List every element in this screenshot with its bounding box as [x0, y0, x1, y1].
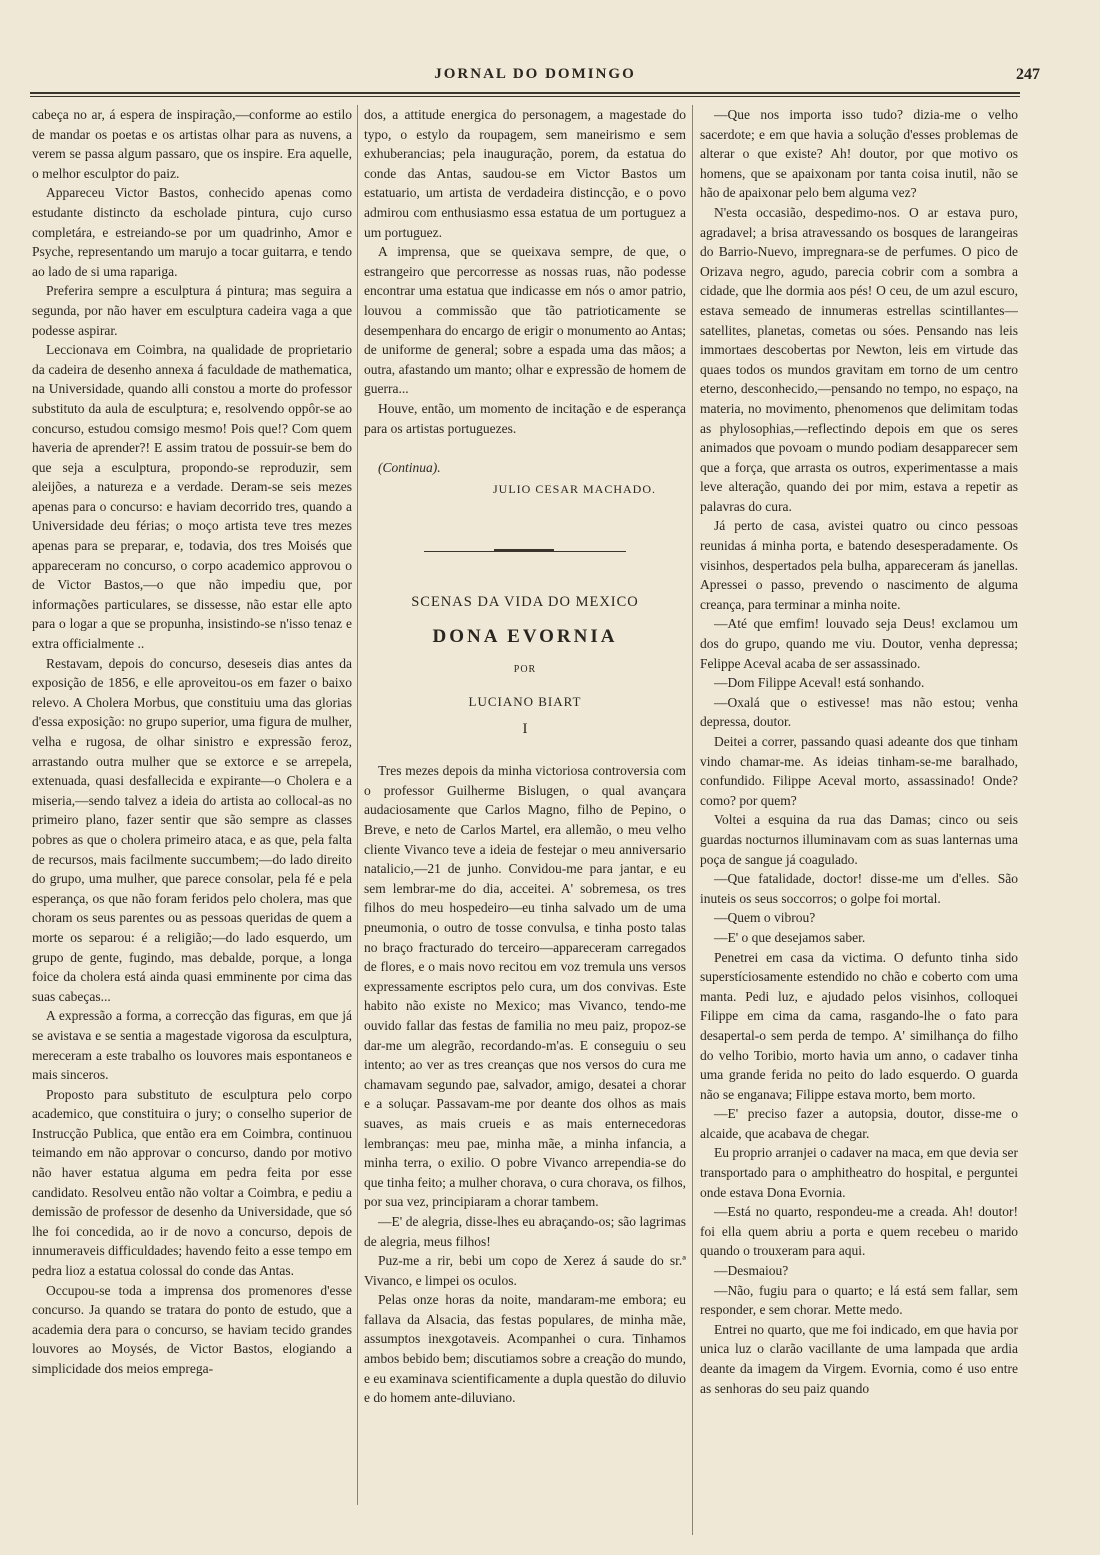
paragraph: Já perto de casa, avistei quatro ou cinco pessoas reunidas á minha porta, e batendo desesperadamente. Os visinhos, despertados pela bulha, appareceram ás janellas. Apressei o passo, prevendo o nascimento de alguma creança, para terminar a minha noite.	[700, 518, 1018, 612]
paragraph: dos, a attitude energica do personagem, a magestade do typo, o estylo da roupagem, sem maneirismo e sem exhuberancias; pela inauguração, porem, da estatua do conde das Antas, saudou-se em Victor Bastos um estatuario, um artista de verdadeira distincção, e o povo admirou com enthusiasmo essa estatua de um portuguez a um portuguez.	[364, 107, 686, 240]
paragraph: Appareceu Victor Bastos, conhecido apenas como estudante distincto da escholade pintura, cujo curso completára, e estreiando-se por um quadrinho, Amor e Psyche, representando um marujo a tocar guitarra, e tendo ao lado de si uma rapariga.	[32, 185, 352, 279]
paragraph: —Oxalá que o estivesse! mas não estou; venha depressa, doutor.	[700, 694, 1018, 730]
paragraph: —E' de alegria, disse-lhes eu abraçando-os; são lagrimas de alegria, meus filhos!	[364, 1213, 686, 1249]
paragraph: Eu proprio arranjei o cadaver na maca, em que devia ser transportado para o amphitheatro do hospital, e perguntei onde estava Dona Evornia.	[700, 1145, 1018, 1200]
paragraph: N'esta occasião, despedimo-nos. O ar estava puro, agradavel; a brisa atravessando os bosques de larangeiras do Barrio-Nuevo, impregnara-se de perfumes. O pico de Orizava negro, agudo, parecia cobrir com a sombra a cidade, que lhe dormia aos pés! O ceu, de um azul escuro, estava semeado de innumeras estrellas scintillantes—satellites, planetas, cometas ou sóes. Pensando nas leis immortaes descobertas por Newton, leis em virtude das quaes todos os mundos gravitam em torno de um centro eterno, desconhecido,—pensando no tempo, no espaço, na materia, no movimento, phenomenos que delimitam todas as phylosophias,—reflectindo depois em que os seres animados que povoam o mundo podiam desapparecer sem que a força, que arrasta os outros, experimentasse a mais leve alteração, quando dei por mim, estava a repetir as palavras do cura.	[700, 204, 1018, 514]
paragraph: —Está no quarto, respondeu-me a creada. Ah! doutor! foi ella quem abriu a porta e quem recebeu o marido quando o trouxeram para aqui.	[700, 1204, 1018, 1259]
paragraph: Houve, então, um momento de incitação e de esperança para os artistas portuguezes.	[364, 400, 686, 436]
paragraph: —Que nos importa isso tudo? dizia-me o velho sacerdote; e em que havia a solução d'esses problemas de alterar o que existe? Ah! doutor, por que motivo os homens, que se apaixonam por tanta coisa inutil, não se hão de apaixonar pelo bem alguma vez?	[700, 107, 1018, 201]
story-title: DONA EVORNIA	[432, 625, 618, 647]
column-1	[32, 105, 352, 1535]
paragraph: —E' o que desejamos saber.	[714, 929, 866, 945]
paragraph: Puz-me a rir, bebi um copo de Xerez á saude do sr.ª Vivanco, e limpei os oculos.	[364, 1253, 686, 1288]
paragraph: A imprensa, que se queixava sempre, de que, o estrangeiro que percorresse as nossas ruas, não podesse encontrar uma estatua que indicasse em nós o amor patrio, louvou a commissão que tão patrioticamente se desempenhara do encargo de erigir o monumento ao Antas; de uniforme de general; sobre a espada uma das mãos; a outra, afastando um manto; olhar e expressão de homem de guerra...	[364, 244, 686, 397]
continua-note: (Continua).	[378, 460, 441, 476]
column-divider	[692, 105, 693, 1535]
paragraph: —Dom Filippe Aceval! está sonhando.	[714, 675, 925, 691]
series-title: SCENAS DA VIDA DO MEXICO	[411, 594, 639, 611]
paragraph: Penetrei em casa da victima. O defunto tinha sido superstíciosamente estendido no chão e coberto com uma manta. Pedi luz, e ajudado pelos visinhos, colloquei Filippe em cima da cama, rasgando-lhe o fato para desapertal-o sem perda de tempo. A' similhança do filho do velho Toribio, morto havia um anno, o cadaver tinha uma grande ferida no peito do lado esquerdo. O guarda não se enganava; Filippe estava morto, bem morto.	[700, 949, 1018, 1102]
column-2	[364, 105, 686, 1535]
paragraph: Occupou-se toda a imprensa dos promenores d'esse concurso. Ja quando se tratara do ponto de estudo, que a academia dera para o concurso, se haviam tecido grandes louvores ao Moysés, de Victor Bastos, elogiando a simplicidade dos meios emprega-	[32, 1282, 352, 1376]
page-number: 247	[1016, 66, 1040, 83]
page-header	[30, 66, 1040, 88]
paragraph: Leccionava em Coimbra, na qualidade de proprietario da cadeira de desenho annexa á faculdade de mathematica, na Universidade, quando alli constou a morte do professor substituto da aula de esculptura; e, resolvendo oppôr-se ao concurso, estudou comsigo mesmo! Pois que!? Com quem haveria de aprender?! E assim tratou de possuir-se bem do que seja a esculptura, propondo-se reproduzir, sem aleijões, a natureza e a verdade. Deram-se seis mezes apenas para o concurso: e haviam decorrido tres, quando a Universidade deu férias; o moço artista teve tres mezes apenas para se preparar, e, todavia, dos tres Moisés que appareceram no concurso, o corpo academico approvou o de Victor Bastos,—o que não impediu que, por informações particulares, se dissesse, não estar elle apto para o logar a que se propunha, insistindo-se n'isso tenaz e extra officialmente ..	[32, 342, 352, 652]
section-separator	[364, 547, 686, 557]
paragraph: —Não, fugiu para o quarto; e lá está sem fallar, sem responder, e sem chorar. Mette medo.	[700, 1282, 1018, 1318]
paragraph: Preferira sempre a esculptura á pintura; mas seguira a segunda, por não haver em esculptura cadeira vaga a que podesse aspirar.	[32, 283, 352, 338]
author-signature: JULIO CESAR MACHADO.	[492, 481, 656, 496]
story-author: LUCIANO BIART	[468, 694, 582, 710]
paragraph: —Desmaiou?	[714, 1263, 789, 1279]
paragraph: Deitei a correr, passando quasi adeante dos que tinham vindo chamar-me. As ideias tinham-se-me baralhado, confundido. Filippe Aceval morto, assassinado! Onde? como? por quem?	[700, 734, 1018, 808]
header-rule	[30, 92, 1020, 97]
paragraph: Entrei no quarto, que me foi indicado, em que havia por unica luz o clarão vacillante de uma lampada que ardia deante da imagem da Virgem. Evornia, como é uso entre as senhoras do seu paiz quando	[700, 1321, 1018, 1396]
running-title: JORNAL DO DOMINGO	[434, 66, 636, 82]
column-divider	[357, 105, 358, 1505]
paragraph: Tres mezes depois da minha victoriosa controversia com o professor Guilherme Bislugen, o qual avançara audaciosamente que Carlos Magno, filho de Pepino, o Breve, e neto de Carlos Martel, era allemão, o meu velho cliente Vivanco teve a ideia de festejar o meu anniversario natalicio,—21 de junho. Convidou-me para jantar, e eu sem lembrar-me do dia, acceitei. A' sobremesa, os tres filhos do meu hospedeiro—eu tinha salvado um de uma pneumonia, o outro de tosse convulsa, e tinha posto talas no braço fracturado do terceiro—appareceram carregados de flores, e o mais novo recitou em voz tremula uns versos expressamente escriptos pelo cura, um dos convivas. Este habito não existe no Mexico; mas Vivanco, tendo-me ouvido fallar das festas de familia no meu paiz, propoz-se dar-me um alegrão, recordando-m'as. E conseguiu o seu intento; ao ver as tres creanças que nos versos do cura me chamavam segundo pae, salvador, amigo, desatei a chorar e a soluçar. Passavam-me por deante dos olhos as mais suaves, as mais crueis e as mais enternecedoras lembranças: meu pae, minha mãe, a minha infancia, a minha terra, o exilio. O pobre Vivanco arrependia-se do que tinha feito; a mulher chorava, o cura chorava, os filhos, por sua vez, principiaram a chorar tambem.	[364, 763, 686, 1210]
paragraph: —Até que emfim! louvado seja Deus! exclamou um dos do grupo, quando me viu. Doutor, venha depressa; Felippe Aceval acaba de ser assassinado.	[700, 616, 1018, 671]
paragraph: —Quem o vibrou?	[714, 910, 816, 926]
chapter-number: I	[522, 720, 528, 737]
paragraph: cabeça no ar, á espera de inspiração,—conforme ao estilo de mandar os poetas e os artistas olhar para as nuvens, a verem se passa algum passaro, que os inspire. Era aquelle, o melhor esculptor do paiz.	[32, 107, 352, 181]
paragraph: Voltei a esquina da rua das Damas; cinco ou seis guardas nocturnos illuminavam com as suas lanternas uma poça de sangue já coagulado.	[700, 812, 1018, 867]
paragraph: Restavam, depois do concurso, deseseis dias antes da exposição de 1856, e elle aproveitou-os em fazer o baixo relevo. A Cholera Morbus, que constituiu uma das glorias d'essa exposição: no grupo superior, uma figura de mulher, velha e rugosa, de olhar sinistro e expressão feroz, arrastando outra mulher que se extorce e se arrepela, extenuada, quasi desfallecida e expirante—o Cholera e a miseria,—sendo talvez a ideia do artista ao collocal-as no primeiro plano, fazer sentir que são sempre as classes pobres as que o cholera primeiro ataca, e as que, pela falta de recursos, mais facilmente succumbem;—do lado direito do grupo, uma mulher, que parece consolar, pela fé e pela esperança, os que não foram feridos pelo cholera, mas que choram os seus parentes ou as pessoas queridas de quem a morte os separou: é a religião;—do lado esquerdo, um grupo de gente, fugindo, mas debalde, porque, a longa foice da cholera está ainda quasi emminente por cima das suas cabeças...	[32, 655, 352, 1004]
paragraph: A expressão a forma, a correcção das figuras, em que já se avistava e se sentia a magestade vigorosa da esculptura, mereceram a este trabalho os louvores mais espontaneos e mais sinceros.	[32, 1008, 352, 1083]
byline-por: POR	[513, 664, 537, 676]
paragraph: Pelas onze horas da noite, mandaram-me embora; eu fallava da Alsacia, das festas populares, de minha mãe, assumptos inexgotaveis. Acompanhei o cura. Tinhamos ambos bebido bem; discutiamos sobre a creação do mundo, e eu examinava scientificamente a dupla questão do diluvio e do homem ante-diluviano.	[364, 1292, 686, 1406]
paragraph: —E' preciso fazer a autopsia, doutor, disse-me o alcaide, que acabava de chegar.	[700, 1106, 1018, 1141]
paragraph: —Que fatalidade, doctor! disse-me um d'elles. São inuteis os seus soccorros; o golpe foi mortal.	[700, 871, 1018, 906]
column-3	[700, 105, 1018, 1535]
paragraph: Proposto para substituto de esculptura pelo corpo academico, que constituira o jury; o conselho superior de Instrucção Publica, que então era em Coimbra, continuou teimando em não approvar o concurso, dando por motivo não haver estatua alguma em pedra feita por esse candidato. Resolveu então não voltar a Coimbra, e pediu a demissão de professor de desenho da Universidade, que só lhe foi concedida, ao ir de novo a concurso, depois de innumeraveis difficuldades; havendo feito a esse tempo em pedra lioz a estatua colossal do conde das Antas.	[32, 1086, 352, 1279]
